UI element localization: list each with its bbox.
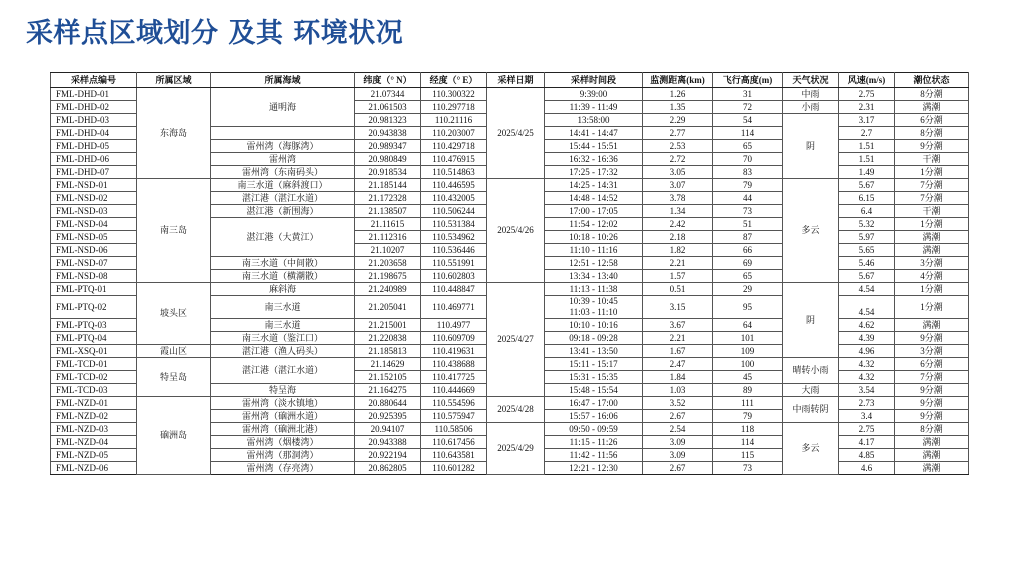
wind-speed-cell: 1.51 [839, 153, 895, 166]
monitoring-distance-cell: 3.05 [643, 166, 713, 179]
flight-altitude-cell: 118 [713, 423, 783, 436]
sample-id-cell: FML-XSQ-01 [51, 345, 137, 358]
sea-area-cell: 南三水道（鉴江口） [211, 332, 355, 345]
wind-speed-cell: 4.85 [839, 449, 895, 462]
wind-speed-cell: 4.54 [839, 283, 895, 296]
tide-state-cell: 1分潮 [895, 296, 969, 319]
sea-area-cell: 雷州湾（硇洲北港） [211, 423, 355, 436]
flight-altitude-cell: 65 [713, 270, 783, 283]
latitude-cell: 21.215001 [355, 319, 421, 332]
monitoring-distance-cell: 1.35 [643, 101, 713, 114]
sample-id-cell: FML-DHD-07 [51, 166, 137, 179]
monitoring-distance-cell: 1.82 [643, 244, 713, 257]
sample-id-cell: FML-TCD-03 [51, 384, 137, 397]
header-sea-area: 所属海域 [211, 73, 355, 88]
sample-id-cell: FML-PTQ-01 [51, 283, 137, 296]
tide-state-cell: 9分潮 [895, 397, 969, 410]
tide-state-cell: 7分潮 [895, 192, 969, 205]
tide-state-cell: 7分潮 [895, 179, 969, 192]
wind-speed-cell: 5.97 [839, 231, 895, 244]
latitude-cell: 21.152105 [355, 371, 421, 384]
flight-altitude-cell: 83 [713, 166, 783, 179]
monitoring-distance-cell: 3.15 [643, 296, 713, 319]
flight-altitude-cell: 66 [713, 244, 783, 257]
monitoring-distance-cell: 3.07 [643, 179, 713, 192]
weather-cell: 阴 [783, 114, 839, 179]
longitude-cell: 110.643581 [421, 449, 487, 462]
header-monitoring-distance: 监测距离(km) [643, 73, 713, 88]
weather-cell: 阴 [783, 283, 839, 358]
longitude-cell: 110.554596 [421, 397, 487, 410]
tide-state-cell: 7分潮 [895, 371, 969, 384]
latitude-cell: 20.943838 [355, 127, 421, 140]
latitude-cell: 20.981323 [355, 114, 421, 127]
latitude-cell: 21.14629 [355, 358, 421, 371]
sampling-date-cell: 2025/4/29 [487, 423, 545, 475]
latitude-cell: 20.925395 [355, 410, 421, 423]
weather-cell: 多云 [783, 423, 839, 475]
longitude-cell: 110.4977 [421, 319, 487, 332]
sampling-time-cell: 16:32 - 16:36 [545, 153, 643, 166]
table-row [51, 179, 969, 192]
sample-id-cell: FML-NZD-04 [51, 436, 137, 449]
sea-area-cell: 特呈海 [211, 384, 355, 397]
weather-cell: 多云 [783, 179, 839, 283]
sampling-time-cell: 09:50 - 09:59 [545, 423, 643, 436]
sea-area-cell: 雷州湾（那洞湾） [211, 449, 355, 462]
flight-altitude-cell: 114 [713, 127, 783, 140]
longitude-cell: 110.536446 [421, 244, 487, 257]
table-row [51, 397, 969, 410]
latitude-cell: 20.989347 [355, 140, 421, 153]
sampling-time-cell: 11:10 - 11:16 [545, 244, 643, 257]
header-tide-state: 潮位状态 [895, 73, 969, 88]
tide-state-cell: 满潮 [895, 462, 969, 475]
sea-area-cell [211, 127, 355, 140]
sample-id-cell: FML-DHD-06 [51, 153, 137, 166]
sampling-date-cell: 2025/4/26 [487, 179, 545, 283]
flight-altitude-cell: 31 [713, 88, 783, 101]
longitude-cell: 110.575947 [421, 410, 487, 423]
sample-id-cell: FML-DHD-01 [51, 88, 137, 101]
sample-id-cell: FML-PTQ-02 [51, 296, 137, 319]
monitoring-distance-cell: 2.67 [643, 410, 713, 423]
header-sampling-time: 采样时间段 [545, 73, 643, 88]
sea-area-cell: 雷州湾 [211, 153, 355, 166]
longitude-cell: 110.444669 [421, 384, 487, 397]
wind-speed-cell: 4.17 [839, 436, 895, 449]
wind-speed-cell: 4.39 [839, 332, 895, 345]
header-sampling-date: 采样日期 [487, 73, 545, 88]
flight-altitude-cell: 54 [713, 114, 783, 127]
sample-id-cell: FML-NSD-05 [51, 231, 137, 244]
sample-id-cell: FML-NZD-01 [51, 397, 137, 410]
sampling-time-cell: 12:21 - 12:30 [545, 462, 643, 475]
tide-state-cell: 1分潮 [895, 283, 969, 296]
sea-area-cell: 南三水道 [211, 319, 355, 332]
latitude-cell: 21.138507 [355, 205, 421, 218]
sampling-time-cell: 15:31 - 15:35 [545, 371, 643, 384]
sea-area-cell: 麻斜海 [211, 283, 355, 296]
sea-area-cell: 雷州湾（东南码头） [211, 166, 355, 179]
monitoring-distance-cell: 2.42 [643, 218, 713, 231]
tide-state-cell: 8分潮 [895, 127, 969, 140]
latitude-cell: 21.172328 [355, 192, 421, 205]
tide-state-cell: 干潮 [895, 205, 969, 218]
latitude-cell: 20.980849 [355, 153, 421, 166]
wind-speed-cell: 5.46 [839, 257, 895, 270]
flight-altitude-cell: 65 [713, 140, 783, 153]
wind-speed-cell: 3.54 [839, 384, 895, 397]
longitude-cell: 110.429718 [421, 140, 487, 153]
sea-area-cell: 湛江港（湛江水道） [211, 192, 355, 205]
wind-speed-cell: 2.75 [839, 88, 895, 101]
sample-id-cell: FML-NZD-03 [51, 423, 137, 436]
sample-id-cell: FML-NZD-02 [51, 410, 137, 423]
sea-area-cell: 湛江港（新围海） [211, 205, 355, 218]
tide-state-cell: 1分潮 [895, 166, 969, 179]
monitoring-distance-cell: 1.57 [643, 270, 713, 283]
latitude-cell: 21.203658 [355, 257, 421, 270]
header-sample-id: 采样点编号 [51, 73, 137, 88]
sample-id-cell: FML-NSD-08 [51, 270, 137, 283]
weather-cell: 中雨转阴 [783, 397, 839, 423]
latitude-cell: 21.164275 [355, 384, 421, 397]
monitoring-distance-cell: 1.03 [643, 384, 713, 397]
sampling-time-cell [545, 296, 643, 319]
wind-speed-cell: 2.75 [839, 423, 895, 436]
region-cell: 硇洲岛 [137, 397, 211, 475]
header-flight-altitude: 飞行高度(m) [713, 73, 783, 88]
tide-state-cell: 满潮 [895, 101, 969, 114]
latitude-cell: 20.880644 [355, 397, 421, 410]
latitude-cell: 20.918534 [355, 166, 421, 179]
longitude-cell: 110.300322 [421, 88, 487, 101]
sample-id-cell: FML-NSD-01 [51, 179, 137, 192]
sampling-points-table [50, 72, 969, 475]
sampling-time-cell: 10:10 - 10:16 [545, 319, 643, 332]
latitude-cell: 21.061503 [355, 101, 421, 114]
sample-id-cell: FML-NSD-03 [51, 205, 137, 218]
sample-id-cell: FML-DHD-05 [51, 140, 137, 153]
wind-speed-cell: 5.32 [839, 218, 895, 231]
weather-cell: 小雨 [783, 101, 839, 114]
tide-state-cell: 满潮 [895, 244, 969, 257]
sample-id-cell: FML-PTQ-04 [51, 332, 137, 345]
sea-area-cell: 南三水道（横潮散） [211, 270, 355, 283]
latitude-cell: 21.10207 [355, 244, 421, 257]
wind-speed-cell: 6.4 [839, 205, 895, 218]
longitude-cell: 110.617456 [421, 436, 487, 449]
flight-altitude-cell: 100 [713, 358, 783, 371]
sampling-time-cell: 11:13 - 11:38 [545, 283, 643, 296]
monitoring-distance-cell: 2.53 [643, 140, 713, 153]
monitoring-distance-cell: 2.21 [643, 257, 713, 270]
longitude-cell: 110.602803 [421, 270, 487, 283]
sampling-time-cell: 16:47 - 17:00 [545, 397, 643, 410]
sampling-time-cell: 14:41 - 14:47 [545, 127, 643, 140]
tide-state-cell: 8分潮 [895, 423, 969, 436]
table-row [51, 283, 969, 296]
sampling-time-cell: 12:51 - 12:58 [545, 257, 643, 270]
sample-id-cell: FML-PTQ-03 [51, 319, 137, 332]
wind-speed-cell: 4.62 [839, 319, 895, 332]
longitude-cell: 110.514863 [421, 166, 487, 179]
tide-state-cell: 满潮 [895, 436, 969, 449]
latitude-cell: 20.922194 [355, 449, 421, 462]
sampling-date-cell: 2025/4/27 [487, 283, 545, 397]
latitude-cell: 21.185813 [355, 345, 421, 358]
sea-area-cell: 南三水道（中间散） [211, 257, 355, 270]
flight-altitude-cell: 73 [713, 462, 783, 475]
longitude-cell: 110.203007 [421, 127, 487, 140]
sea-area-cell: 湛江港（湛江水道） [211, 358, 355, 384]
tide-state-cell: 满潮 [895, 319, 969, 332]
flight-altitude-cell: 72 [713, 101, 783, 114]
flight-altitude-cell: 115 [713, 449, 783, 462]
wind-speed-cell: 1.51 [839, 140, 895, 153]
wind-speed-cell: 5.67 [839, 179, 895, 192]
longitude-cell: 110.534962 [421, 231, 487, 244]
sample-id-cell: FML-TCD-02 [51, 371, 137, 384]
latitude-cell: 21.240989 [355, 283, 421, 296]
header-weather: 天气状况 [783, 73, 839, 88]
wind-speed-cell: 4.54 [839, 296, 895, 319]
wind-speed-cell: 3.17 [839, 114, 895, 127]
tide-state-cell: 9分潮 [895, 410, 969, 423]
flight-altitude-cell: 29 [713, 283, 783, 296]
monitoring-distance-cell: 2.18 [643, 231, 713, 244]
sampling-time-cell: 09:18 - 09:28 [545, 332, 643, 345]
sea-area-cell: 湛江港（大黄江） [211, 218, 355, 257]
sampling-date-cell: 2025/4/28 [487, 397, 545, 423]
longitude-cell: 110.21116 [421, 114, 487, 127]
flight-altitude-cell: 87 [713, 231, 783, 244]
sample-id-cell: FML-NSD-06 [51, 244, 137, 257]
sampling-time-line: 10:39 - 10:45 [569, 296, 618, 306]
sample-id-cell: FML-TCD-01 [51, 358, 137, 371]
monitoring-distance-cell: 2.21 [643, 332, 713, 345]
sample-id-cell: FML-NZD-05 [51, 449, 137, 462]
latitude-cell: 21.198675 [355, 270, 421, 283]
latitude-cell: 21.205041 [355, 296, 421, 319]
monitoring-distance-cell: 1.34 [643, 205, 713, 218]
tide-state-cell: 9分潮 [895, 140, 969, 153]
sea-area-cell: 雷州湾（硇洲水道） [211, 410, 355, 423]
sea-area-cell: 雷州湾（海豚湾） [211, 140, 355, 153]
sampling-time-cell: 14:48 - 14:52 [545, 192, 643, 205]
monitoring-distance-cell: 1.26 [643, 88, 713, 101]
sampling-time-cell: 15:11 - 15:17 [545, 358, 643, 371]
longitude-cell: 110.438688 [421, 358, 487, 371]
flight-altitude-cell: 79 [713, 410, 783, 423]
flight-altitude-cell: 111 [713, 397, 783, 410]
longitude-cell: 110.609709 [421, 332, 487, 345]
monitoring-distance-cell: 3.52 [643, 397, 713, 410]
sample-id-cell: FML-NSD-07 [51, 257, 137, 270]
longitude-cell: 110.476915 [421, 153, 487, 166]
longitude-cell: 110.469771 [421, 296, 487, 319]
tide-state-cell: 3分潮 [895, 257, 969, 270]
tide-state-cell: 6分潮 [895, 114, 969, 127]
sampling-time-cell: 10:18 - 10:26 [545, 231, 643, 244]
table-row [51, 88, 969, 101]
wind-speed-cell: 5.65 [839, 244, 895, 257]
sample-id-cell: FML-NZD-06 [51, 462, 137, 475]
sampling-time-cell: 11:54 - 12:02 [545, 218, 643, 231]
sampling-time-cell: 11:39 - 11:49 [545, 101, 643, 114]
tide-state-cell: 9分潮 [895, 332, 969, 345]
region-cell: 东海岛 [137, 88, 211, 179]
latitude-cell: 21.185144 [355, 179, 421, 192]
sampling-time-cell: 13:58:00 [545, 114, 643, 127]
sampling-date-cell: 2025/4/25 [487, 88, 545, 179]
longitude-cell: 110.506244 [421, 205, 487, 218]
sample-id-cell: FML-DHD-04 [51, 127, 137, 140]
flight-altitude-cell: 69 [713, 257, 783, 270]
latitude-cell: 21.112316 [355, 231, 421, 244]
region-cell: 霞山区 [137, 345, 211, 358]
region-cell: 南三岛 [137, 179, 211, 283]
region-cell: 坡头区 [137, 283, 211, 345]
tide-state-cell: 满潮 [895, 231, 969, 244]
sample-id-cell: FML-DHD-03 [51, 114, 137, 127]
tide-state-cell: 干潮 [895, 153, 969, 166]
tide-state-cell: 1分潮 [895, 218, 969, 231]
slide-title: 采样点区域划分 及其 环境状况 [26, 18, 404, 49]
tide-state-cell: 4分潮 [895, 270, 969, 283]
monitoring-distance-cell: 1.67 [643, 345, 713, 358]
sample-id-cell: FML-NSD-02 [51, 192, 137, 205]
wind-speed-cell: 4.32 [839, 358, 895, 371]
wind-speed-cell: 2.73 [839, 397, 895, 410]
latitude-cell: 20.943388 [355, 436, 421, 449]
header-latitude: 纬度（° N） [355, 73, 421, 88]
monitoring-distance-cell: 2.47 [643, 358, 713, 371]
sampling-time-cell: 11:42 - 11:56 [545, 449, 643, 462]
monitoring-distance-cell: 1.84 [643, 371, 713, 384]
latitude-cell: 20.94107 [355, 423, 421, 436]
monitoring-distance-cell: 0.51 [643, 283, 713, 296]
wind-speed-cell: 2.31 [839, 101, 895, 114]
wind-speed-cell: 4.96 [839, 345, 895, 358]
flight-altitude-cell: 70 [713, 153, 783, 166]
flight-altitude-cell: 79 [713, 179, 783, 192]
longitude-cell: 110.417725 [421, 371, 487, 384]
longitude-cell: 110.551991 [421, 257, 487, 270]
header-wind-speed: 风速(m/s) [839, 73, 895, 88]
latitude-cell: 20.862805 [355, 462, 421, 475]
longitude-cell: 110.448847 [421, 283, 487, 296]
flight-altitude-cell: 73 [713, 205, 783, 218]
wind-speed-cell: 2.7 [839, 127, 895, 140]
tide-state-cell: 6分潮 [895, 358, 969, 371]
sampling-time-cell: 9:39:00 [545, 88, 643, 101]
tide-state-cell: 3分潮 [895, 345, 969, 358]
flight-altitude-cell: 64 [713, 319, 783, 332]
monitoring-distance-cell: 2.77 [643, 127, 713, 140]
sampling-time-cell: 17:00 - 17:05 [545, 205, 643, 218]
sampling-time-cell: 14:25 - 14:31 [545, 179, 643, 192]
weather-cell: 中雨 [783, 88, 839, 101]
tide-state-cell: 8分潮 [895, 88, 969, 101]
flight-altitude-cell: 109 [713, 345, 783, 358]
sea-area-cell: 雷州湾（存亮湾） [211, 462, 355, 475]
sample-id-cell: FML-NSD-04 [51, 218, 137, 231]
flight-altitude-cell: 89 [713, 384, 783, 397]
flight-altitude-cell: 51 [713, 218, 783, 231]
monitoring-distance-cell: 2.72 [643, 153, 713, 166]
flight-altitude-cell: 114 [713, 436, 783, 449]
longitude-cell: 110.531384 [421, 218, 487, 231]
longitude-cell: 110.601282 [421, 462, 487, 475]
wind-speed-cell: 1.49 [839, 166, 895, 179]
sampling-time-cell: 15:57 - 16:06 [545, 410, 643, 423]
sample-id-cell: FML-DHD-02 [51, 101, 137, 114]
sampling-time-cell: 17:25 - 17:32 [545, 166, 643, 179]
longitude-cell: 110.432005 [421, 192, 487, 205]
sea-area-cell: 雷州湾（烟楼湾） [211, 436, 355, 449]
sampling-time-cell: 15:48 - 15:54 [545, 384, 643, 397]
flight-altitude-cell: 101 [713, 332, 783, 345]
weather-cell: 晴转小雨 [783, 358, 839, 384]
longitude-cell: 110.419631 [421, 345, 487, 358]
sampling-time-cell: 13:34 - 13:40 [545, 270, 643, 283]
sampling-time-line: 11:03 - 11:10 [569, 307, 618, 317]
header-longitude: 经度（° E） [421, 73, 487, 88]
table-body [51, 88, 969, 475]
wind-speed-cell: 4.6 [839, 462, 895, 475]
longitude-cell: 110.446595 [421, 179, 487, 192]
latitude-cell: 21.220838 [355, 332, 421, 345]
monitoring-distance-cell: 3.78 [643, 192, 713, 205]
sea-area-cell: 通明海 [211, 88, 355, 127]
region-cell: 特呈岛 [137, 358, 211, 397]
monitoring-distance-cell: 2.54 [643, 423, 713, 436]
sea-area-cell: 南三水道（麻斜渡口） [211, 179, 355, 192]
weather-cell: 大雨 [783, 384, 839, 397]
tide-state-cell: 9分潮 [895, 384, 969, 397]
latitude-cell: 21.11615 [355, 218, 421, 231]
longitude-cell: 110.58506 [421, 423, 487, 436]
wind-speed-cell: 5.67 [839, 270, 895, 283]
monitoring-distance-cell: 3.67 [643, 319, 713, 332]
table-header-row [51, 73, 969, 88]
wind-speed-cell: 6.15 [839, 192, 895, 205]
sampling-time-cell: 13:41 - 13:50 [545, 345, 643, 358]
monitoring-distance-cell: 3.09 [643, 436, 713, 449]
monitoring-distance-cell: 2.29 [643, 114, 713, 127]
sampling-time-cell: 11:15 - 11:26 [545, 436, 643, 449]
flight-altitude-cell: 45 [713, 371, 783, 384]
flight-altitude-cell: 44 [713, 192, 783, 205]
monitoring-distance-cell: 3.09 [643, 449, 713, 462]
longitude-cell: 110.297718 [421, 101, 487, 114]
sampling-time-cell: 15:44 - 15:51 [545, 140, 643, 153]
flight-altitude-cell: 95 [713, 296, 783, 319]
latitude-cell: 21.07344 [355, 88, 421, 101]
header-region: 所属区域 [137, 73, 211, 88]
monitoring-distance-cell: 2.67 [643, 462, 713, 475]
wind-speed-cell: 3.4 [839, 410, 895, 423]
sea-area-cell: 南三水道 [211, 296, 355, 319]
sea-area-cell: 雷州湾（淡水镇地） [211, 397, 355, 410]
tide-state-cell: 满潮 [895, 449, 969, 462]
wind-speed-cell: 4.32 [839, 371, 895, 384]
sea-area-cell: 湛江港（渔人码头） [211, 345, 355, 358]
